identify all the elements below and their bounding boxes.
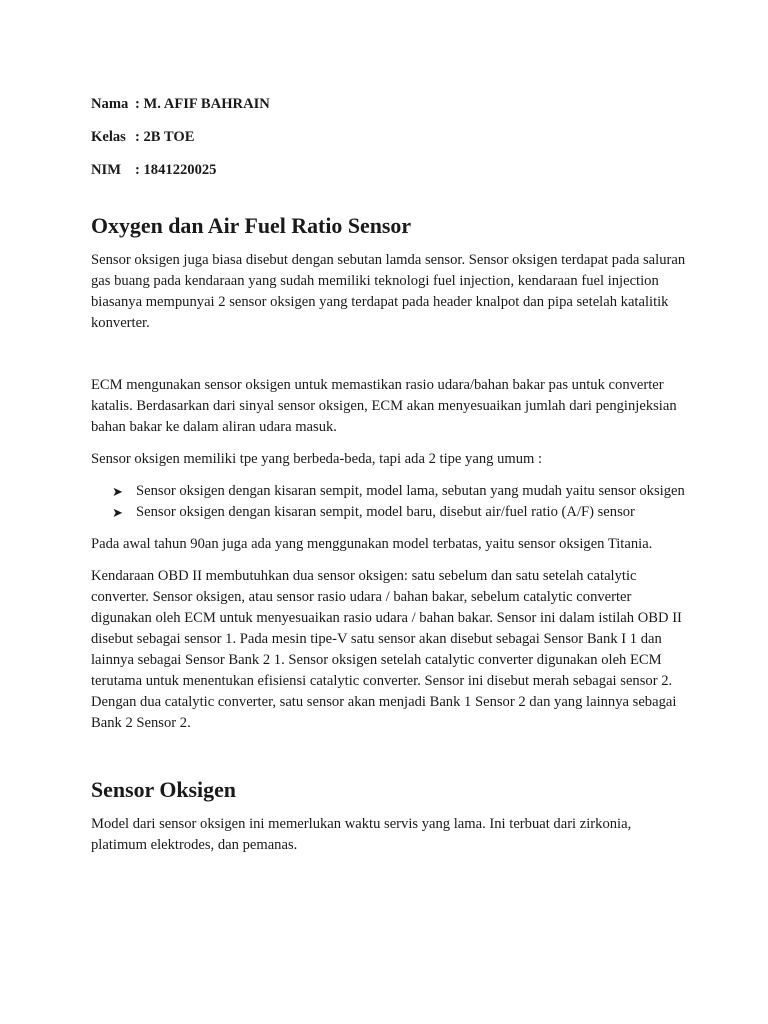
paragraph-zirkonia: Model dari sensor oksigen ini memerlukan waktu servis yang lama. Ini terbuat dari zirkonia, platimum elektrodes, dan pemanas.	[91, 816, 632, 853]
nim-value: : 1841220025	[135, 162, 217, 178]
name-label: Nama	[91, 96, 129, 112]
name-value: : M. AFIF BAHRAIN	[135, 96, 270, 112]
nim-label: NIM	[91, 162, 121, 178]
nim-field	[91, 159, 687, 181]
list-item-text: Sensor oksigen dengan kisaran sempit, model baru, disebut air/fuel ratio (A/F) sensor	[136, 504, 635, 520]
section-title-sensor-oksigen: Sensor Oksigen	[91, 777, 236, 802]
document-content	[91, 93, 687, 856]
class-label: Kelas	[91, 129, 126, 145]
sensor-type-list	[91, 481, 687, 523]
paragraph-obd2: Kendaraan OBD II membutuhkan dua sensor oksigen: satu sebelum dan satu setelah catalytic converter. Sensor oksigen, atau sensor rasio udara / bahan bakar, sebelum catalytic converter digunakan oleh ECM untuk menyesuaikan rasio udara / bahan bakar. Sensor ini dalam istilah OBD II disebut sebagai sensor 1. Pada mesin tipe-V satu sensor akan disebut sebagai Sensor Bank I 1 dan lainnya sebagai Sensor Bank 2 1. Sensor oksigen setelah catalytic converter digunakan oleh ECM terutama untuk menentukan efisiensi catalytic converter. Sensor ini disebut merah sebagai sensor 2. Dengan dua catalytic converter, satu sensor akan menjadi Bank 1 Sensor 2 dan yang lainnya sebagai Bank 2 Sensor 2.	[91, 568, 682, 731]
class-field	[91, 126, 687, 148]
section-title-oxygen-afr: Oxygen dan Air Fuel Ratio Sensor	[91, 213, 412, 238]
list-item-text: Sensor oksigen dengan kisaran sempit, model lama, sebutan yang mudah yaitu sensor oksigen	[136, 483, 685, 499]
paragraph-lamda-sensor: Sensor oksigen juga biasa disebut dengan sebutan lamda sensor. Sensor oksigen terdapat pada saluran gas buang pada kendaraan yang sudah memiliki teknologi fuel injection, kendaraan fuel injection biasanya mempunyai 2 sensor oksigen yang terdapat pada header knalpot dan pipa setelah katalitik konverter.	[91, 252, 686, 331]
arrowhead-bullet-icon: ➤	[112, 484, 123, 499]
paragraph-ecm-ratio: ECM mengunakan sensor oksigen untuk memastikan rasio udara/bahan bakar pas untuk converter katalis. Berdasarkan dari sinyal sensor oksigen, ECM akan menyesuaikan jumlah dari penginjeksian bahan bakar ke dalam aliran udara masuk.	[91, 377, 677, 435]
list-item	[91, 481, 687, 502]
class-value: : 2B TOE	[135, 129, 195, 145]
list-item	[91, 502, 687, 523]
paragraph-sensor-types: Sensor oksigen memiliki tpe yang berbeda-beda, tapi ada 2 tipe yang umum :	[91, 451, 543, 467]
arrowhead-bullet-icon: ➤	[112, 505, 123, 520]
paragraph-titania: Pada awal tahun 90an juga ada yang menggunakan model terbatas, yaitu sensor oksigen Titania.	[91, 536, 653, 552]
name-field	[91, 93, 687, 115]
